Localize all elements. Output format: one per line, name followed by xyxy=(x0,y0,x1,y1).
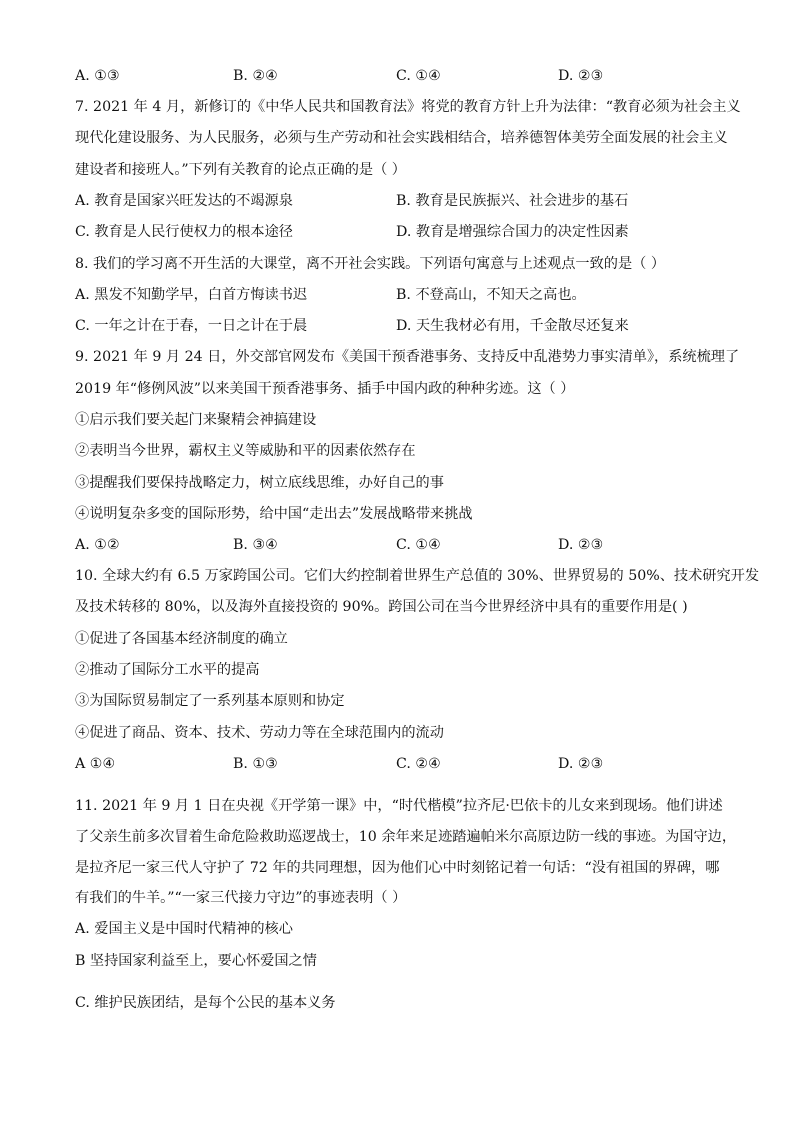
option-c[interactable]: C. 教育是人民行使权力的根本途径 xyxy=(75,224,293,240)
q9-stem-line-2: 2019 年“修例风波”以来美国干预香港事务、插手中国内政的种种劣迹。这（ ） xyxy=(75,381,575,397)
q7-stem-line-1: 7. 2021 年 4 月，新修订的《中华人民共和国教育法》将党的教育方针上升为法律：“教育必须为社会主义 xyxy=(75,99,741,115)
q11-stem-line-1: 11. 2021 年 9 月 1 日在央视《开学第一课》中，“时代楷模”拉齐尼·巴依卡的儿女来到现场。他们讲述 xyxy=(75,798,723,814)
q11-option-c[interactable]: C. 维护民族团结，是每个公民的基本义务 xyxy=(75,995,336,1011)
option-c[interactable]: C. 一年之计在于春，一日之计在于晨 xyxy=(75,318,308,334)
option-c[interactable]: C. ②④ xyxy=(396,756,441,772)
q10-item-3: ③为国际贸易制定了一系列基本原则和协定 xyxy=(75,693,345,709)
option-b[interactable]: B. ③④ xyxy=(233,537,278,553)
q11-stem-line-4: 有我们的牛羊。”“一家三代接力守边”的事迹表明（ ） xyxy=(75,890,407,906)
option-d[interactable]: D. ②③ xyxy=(558,68,604,84)
q8-stem: 8. 我们的学习离不开生活的大课堂，离不开社会实践。下列语句寓意与上述观点一致的是（ ） xyxy=(75,256,666,272)
option-a[interactable]: A. ①③ xyxy=(75,68,120,84)
option-c[interactable]: C. ①④ xyxy=(396,68,441,84)
q9-item-1: ①启示我们要关起门来聚精会神搞建设 xyxy=(75,412,317,428)
q10-item-2: ②推动了国际分工水平的提高 xyxy=(75,662,260,678)
q9-item-3: ③提醒我们要保持战略定力，树立底线思维，办好自己的事 xyxy=(75,475,444,491)
q9-item-4: ④说明复杂多变的国际形势，给中国“走出去”发展战略带来挑战 xyxy=(75,506,473,522)
q11-option-a[interactable]: A. 爱国主义是中国时代精神的核心 xyxy=(75,921,293,937)
option-d[interactable]: D. 教育是增强综合国力的决定性因素 xyxy=(396,224,629,240)
option-a[interactable]: A. 教育是国家兴旺发达的不竭源泉 xyxy=(75,193,293,209)
q10-stem-line-1: 10. 全球大约有 6.5 万家跨国公司。它们大约控制着世界生产总值的 30%、世界贸易的 50%、技术研究开发 xyxy=(75,568,760,584)
q7-stem-line-3: 建设者和接班人。”下列有关教育的论点正确的是（ ） xyxy=(75,162,406,178)
q11-stem-line-2: 了父亲生前多次冒着生命危险救助巡逻战士，10 余年来足迹踏遍帕米尔高原边防一线的事迹。为国守边， xyxy=(75,829,737,845)
option-a[interactable]: A. 黑发不知勤学早，白首方悔读书迟 xyxy=(75,287,308,303)
option-a[interactable]: A. ①② xyxy=(75,537,120,553)
q10-item-1: ①促进了各国基本经济制度的确立 xyxy=(75,631,288,647)
option-d[interactable]: D. 天生我材必有用，千金散尽还复来 xyxy=(396,318,629,334)
q10-stem-line-2: 及技术转移的 80%，以及海外直接投资的 90%。跨国公司在当今世界经济中具有的重要作用是( ) xyxy=(75,599,688,615)
option-b[interactable]: B. 不登高山，不知天之高也。 xyxy=(396,287,586,303)
option-c[interactable]: C. ①④ xyxy=(396,537,441,553)
option-d[interactable]: D. ②③ xyxy=(558,537,604,553)
option-b[interactable]: B. ①③ xyxy=(233,756,278,772)
q9-stem-line-1: 9. 2021 年 9 月 24 日，外交部官网发布《美国干预香港事务、支持反中乱港势力事实清单》，系统梳理了 xyxy=(75,349,740,365)
q11-option-b[interactable]: B 坚持国家利益至上，要心怀爱国之情 xyxy=(75,953,317,969)
option-b[interactable]: B. ②④ xyxy=(233,68,278,84)
q10-item-4: ④促进了商品、资本、技术、劳动力等在全球范围内的流动 xyxy=(75,725,444,741)
q11-stem-line-3: 是拉齐尼一家三代人守护了 72 年的共同理想，因为他们心中时刻铭记着一句话：“没有祖国的界碑，哪 xyxy=(75,860,720,876)
q7-stem-line-2: 现代化建设服务、为人民服务，必须与生产劳动和社会实践相结合，培养德智体美劳全面发展的社会主义 xyxy=(75,130,728,146)
option-a[interactable]: A ①④ xyxy=(75,756,116,772)
option-d[interactable]: D. ②③ xyxy=(558,756,604,772)
option-b[interactable]: B. 教育是民族振兴、社会进步的基石 xyxy=(396,193,629,209)
q9-item-2: ②表明当今世界，霸权主义等威胁和平的因素依然存在 xyxy=(75,443,416,459)
